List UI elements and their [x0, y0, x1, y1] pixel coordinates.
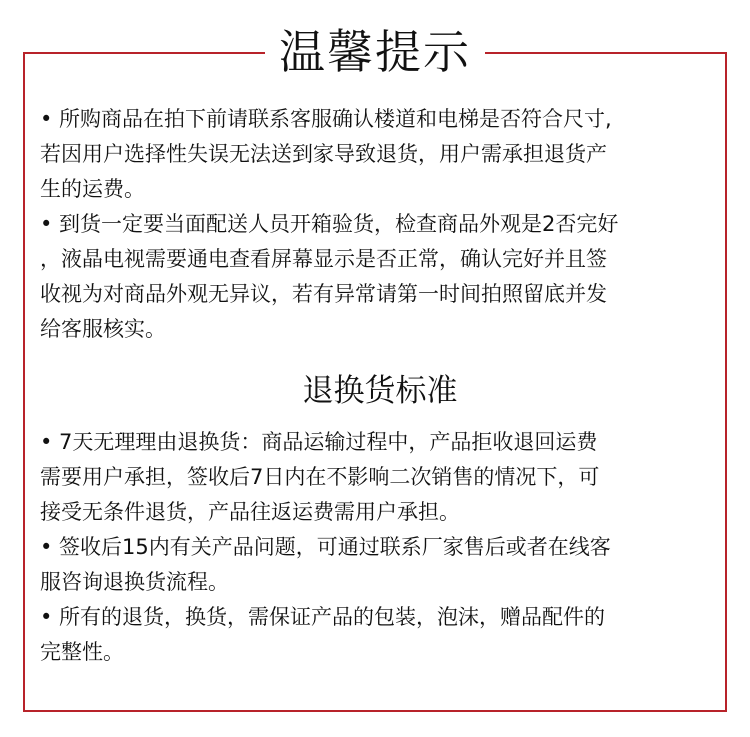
notice-item-inspection: • 到货一定要当面配送人员开箱验货，检查商品外观是2否完好 ，液晶电视需要通电查看屏幕显示是否正常，确认完好并且签 收视为对商品外观无异议，若有异常请第一时间拍照留底并发 给客服核实。 [40, 212, 619, 341]
notice-item-size-check: • 所购商品在拍下前请联系客服确认楼道和电梯是否符合尺寸, 若因用户选择性失误无法送到家导致退货，用户需承担退货产 生的运费。 [40, 107, 612, 201]
return-item-fifteen-days: • 签收后15内有关产品问题，可通过联系厂家售后或者在线客 服咨询退换货流程。 [40, 535, 611, 594]
return-item-packaging: • 所有的退货，换货，需保证产品的包装，泡沫，赠品配件的 完整性。 [40, 605, 606, 664]
return-item-seven-days: • 7天无理理由退换货：商品运输过程中，产品拒收退回运费 需要用户承担，签收后7日内在不影响二次销售的情况下，可 接受无条件退货，产品往返运费需用户承担。 [40, 430, 600, 524]
notice-content [40, 102, 720, 670]
return-section-title: 退换货标准 [302, 373, 458, 409]
title-wrap [0, 20, 750, 84]
page-title: 温馨提示 [265, 20, 485, 84]
